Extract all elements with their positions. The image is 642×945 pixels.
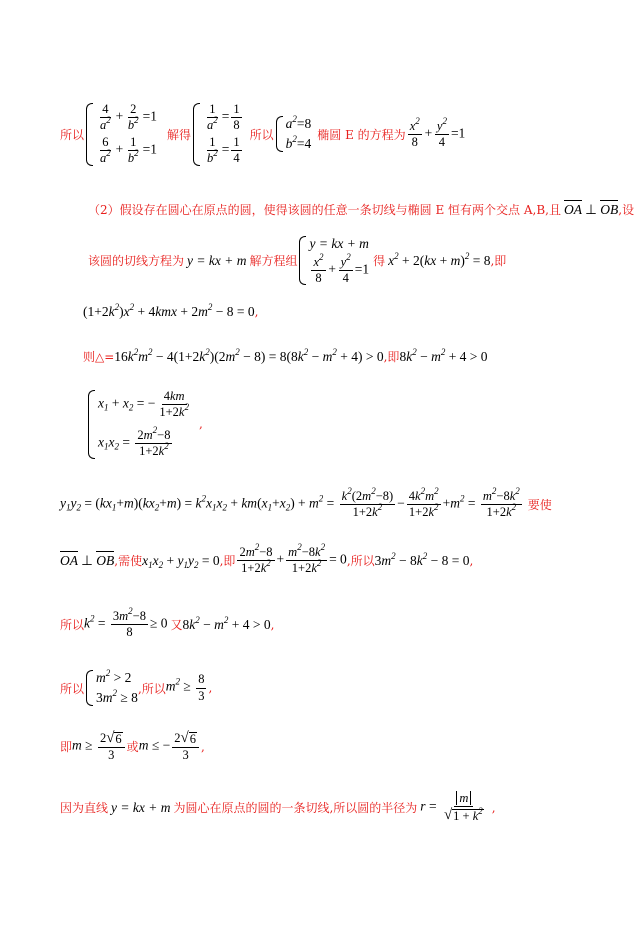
dot-product-zero: $x_1x_2 + y_1y_2 = 0$ xyxy=(142,552,220,570)
y-product-equation: $y_1y_2 = (kx_1+m)(kx_2+m) = k^2x_1x_2 + km(x_1+x_2) + m^2$ = $\frac{k^2(2m^2-8)}{1+2k^2}$ − $\frac{4k^2m^2}{1+2k^2}$ $+m^2$ = $\frac{m^2-8k^2}{1+2k^2}$ xyxy=(60,486,520,520)
vieta-line xyxy=(86,390,203,459)
system-1-eq-1: $\frac{4}{a^2}$ + $\frac{2}{b^2}$ =1 xyxy=(100,102,158,133)
ji-label-3: ,即 xyxy=(219,554,236,569)
tangent-equation: y = kx + m xyxy=(187,252,247,268)
m-squared-bound: $m^2$ ≥ $\frac{8}{3}$ xyxy=(165,672,205,703)
ji-label: ,即 xyxy=(490,254,507,269)
m-lower-bound: m ≥ 2 √ 6 3 xyxy=(72,731,127,762)
suoyi-label-3: ,所以 xyxy=(346,554,375,569)
comma-5: , xyxy=(208,681,213,695)
yao-shi-label: 要使 xyxy=(527,498,552,513)
perpendicular-condition: OA ⊥ OB xyxy=(563,201,619,217)
solve-system-label: 解方程组 xyxy=(249,254,298,269)
de-label: 得 xyxy=(373,254,386,269)
m-system-eq-1: $m^2 > 2$ xyxy=(96,668,132,685)
m-k-relation: $3m^2 - 8k^2 - 8 = 0$ xyxy=(374,550,470,568)
y-product-line xyxy=(60,486,552,520)
xu-shi-label: ,需使 xyxy=(114,554,143,569)
fraction-sum-equation: $\frac{2m^2-8}{1+2k^2}$ + $\frac{m^2-8k^2}{1+2k^2}$ = 0 xyxy=(239,542,347,576)
you-label: 又 xyxy=(170,618,183,633)
ji-label-2: ,即 xyxy=(383,350,400,364)
system-3-eq-1: $a^2=8$ xyxy=(285,114,312,132)
m-range-line xyxy=(60,731,205,762)
system-2-eq-2: $\frac{1}{b^2}$ = $\frac{1}{4}$ xyxy=(207,135,240,166)
suoyi-label-6: ,所以 xyxy=(137,681,166,696)
huo-label: 或 xyxy=(126,740,139,755)
discriminant-equation: $16k^2m^2 - 4(1+2k^2)(2m^2 - 8) = 8(8k^2 - m^2 + 4) > 0$ xyxy=(114,346,384,364)
m-system xyxy=(86,670,138,706)
label-suoyi: 所以 xyxy=(60,127,85,142)
k-squared-expression: $k^2$ = $\frac{3m^2-8}{8}$ ≥ 0 xyxy=(84,606,168,640)
yinwei-label: 因为直线 xyxy=(60,801,109,816)
tangent-circle-text: 为圆心在原点的圆的一条切线,所以圆的半径为 xyxy=(173,801,418,816)
line-equation: y = kx + m xyxy=(111,799,171,815)
label-suoyi-2: 所以 xyxy=(249,127,274,142)
system-2-eq-1: $\frac{1}{a^2}$ = $\frac{1}{8}$ xyxy=(207,102,240,133)
label-jiede: 解得 xyxy=(167,127,192,142)
tangent-label: 该圆的切线方程为 xyxy=(88,254,185,269)
tangent-line-system xyxy=(88,236,506,285)
comma-2: , xyxy=(198,417,203,432)
perpendicular-condition-2: OA ⊥ OB xyxy=(60,552,115,568)
m-system-eq-2: $3m^2 \ge 8$ xyxy=(96,688,138,705)
system-3-eq-2: $b^2=4$ xyxy=(285,134,312,152)
comma-6: , xyxy=(200,739,205,754)
vieta-product: $x_1x_2$ = $\frac{2m^2-8}{1+2k^2}$ xyxy=(98,425,171,459)
ji-label-4: 即 xyxy=(60,740,73,755)
m-upper-bound: m ≤ − 2 √ 6 3 xyxy=(139,731,201,762)
k-squared-line xyxy=(60,606,275,640)
line-1-solution xyxy=(60,103,465,166)
ellipse-equation-label: 椭圆 E 的方程为 xyxy=(317,127,406,142)
orthogonality-line xyxy=(60,542,474,576)
part-2-intro xyxy=(88,201,634,218)
radius-line xyxy=(60,792,496,823)
comma-7: , xyxy=(491,800,496,815)
substituted-equation: $x^2 + 2(kx + m)^2 = 8$ xyxy=(388,250,491,268)
suoyi-label-4: 所以 xyxy=(60,618,85,633)
system-1-eq-2: $\frac{6}{a^2}$ + $\frac{1}{b^2}$ =1 xyxy=(100,135,158,166)
tangent-system-eq-1: y = kx + m xyxy=(309,236,369,251)
quadratic-equation: $(1+2k^2)x^2 + 4kmx + 2m^2 - 8 = 0$ xyxy=(83,302,255,319)
comma: , xyxy=(254,305,259,319)
discriminant-line xyxy=(83,348,488,365)
part-2-label: （2） xyxy=(88,203,120,217)
discriminant-inequality: $8k^2 - m^2 + 4 > 0$ xyxy=(399,346,488,364)
m-squared-line xyxy=(60,670,212,706)
system-1 xyxy=(86,103,157,166)
ellipse-equation: $\frac{x^2}{8}$ + $\frac{y^2}{4}$ =1 xyxy=(409,115,466,149)
comma-4: , xyxy=(270,617,275,632)
suoyi-label-5: 所以 xyxy=(60,681,85,696)
vieta-sum: $x_1 + x_2$ = − $\frac{4km}{1+2k^2}$ xyxy=(98,389,189,420)
tangent-system xyxy=(299,236,369,285)
vieta-system xyxy=(88,390,193,459)
part-2-text-end: ,设 xyxy=(618,203,635,217)
radius-formula: r = m √ $1 + k^2$ xyxy=(420,791,483,824)
quadratic-equation-line xyxy=(83,304,258,320)
comma-3: , xyxy=(469,553,474,568)
system-2 xyxy=(193,103,244,166)
part-2-text: 假设存在圆心在原点的圆，使得该圆的任意一条切线与椭圆 E 恒有两个交点 A,B,且 xyxy=(119,203,561,217)
discriminant-label: 则△= xyxy=(83,350,115,364)
tangent-system-eq-2: $\frac{x^2}{8}$ + $\frac{y^2}{4}$ =1 xyxy=(313,252,370,286)
system-3 xyxy=(276,116,312,152)
discriminant-inequality-2: $8k^2 - m^2 + 4 > 0$ xyxy=(182,614,271,632)
